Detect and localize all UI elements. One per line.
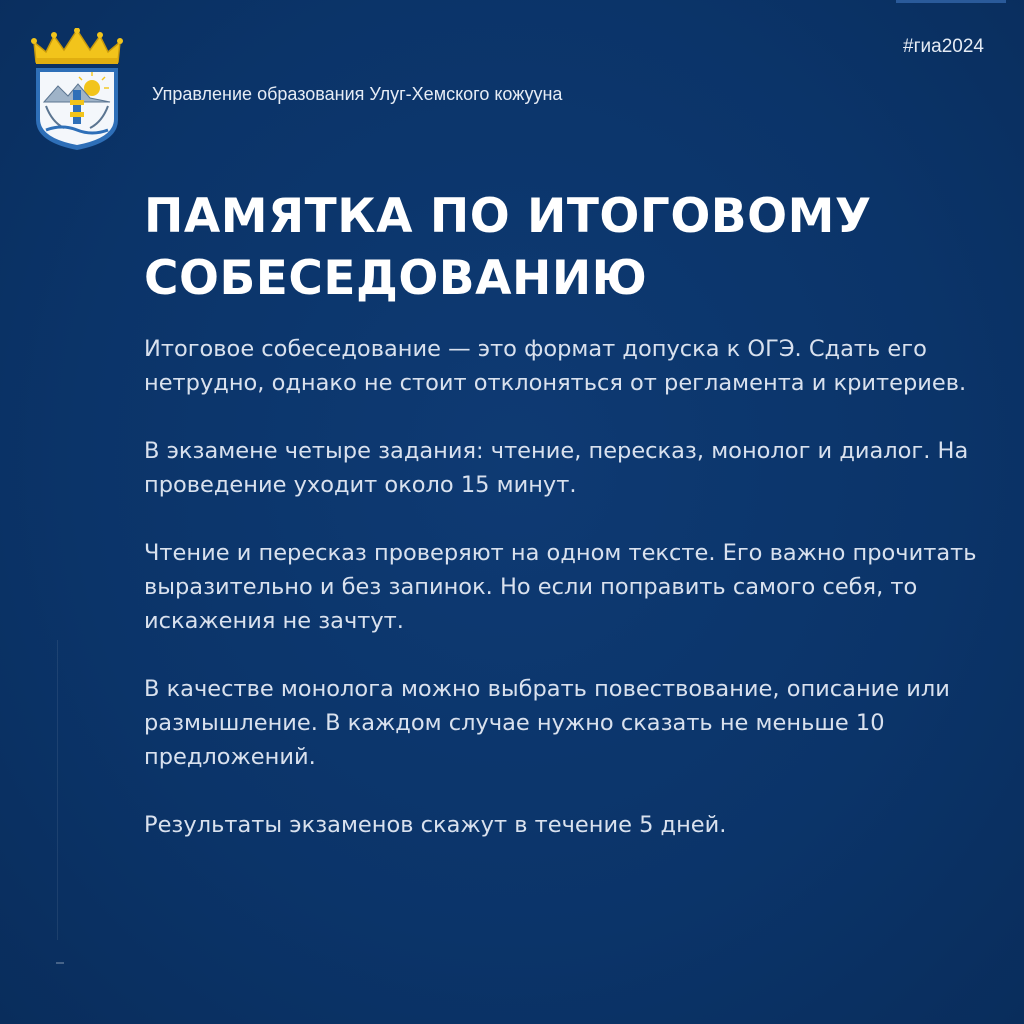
paragraph-results: Результаты экзаменов скажут в течение 5 дней. (144, 812, 727, 838)
decorative-side-line (57, 640, 58, 940)
page-title (144, 186, 964, 310)
paragraph-monologue: В качестве монолога можно выбрать повествование, описание или размышление. В каждом случае нужно сказать не меньше 10 предложений. (144, 676, 950, 770)
paragraph-reading: Чтение и пересказ проверяют на одном тексте. Его важно прочитать выразительно и без запинок. Но если поправить самого себя, то искажения не зачтут. (144, 540, 977, 634)
crown-icon (31, 28, 123, 64)
top-accent-strip (896, 0, 1006, 3)
paragraph-tasks: В экзамене четыре задания: чтение, пересказ, монолог и диалог. На проведение уходит около 15 минут. (144, 438, 969, 498)
hashtag-label: #гиа2024 (903, 36, 984, 57)
decorative-side-dash (56, 962, 64, 964)
coat-of-arms-icon (30, 28, 124, 152)
memo-body (144, 332, 1004, 876)
page-title-line-2: СОБЕСЕДОВАНИЮ (144, 251, 648, 306)
organization-name: Управление образования Улуг-Хемского кожууна (152, 84, 563, 104)
page-title-line-1: ПАМЯТКА ПО ИТОГОВОМУ (144, 189, 872, 244)
paragraph-intro: Итоговое собеседование — это формат допуска к ОГЭ. Сдать его нетрудно, однако не стоит отклоняться от регламента и критериев. (144, 336, 967, 396)
